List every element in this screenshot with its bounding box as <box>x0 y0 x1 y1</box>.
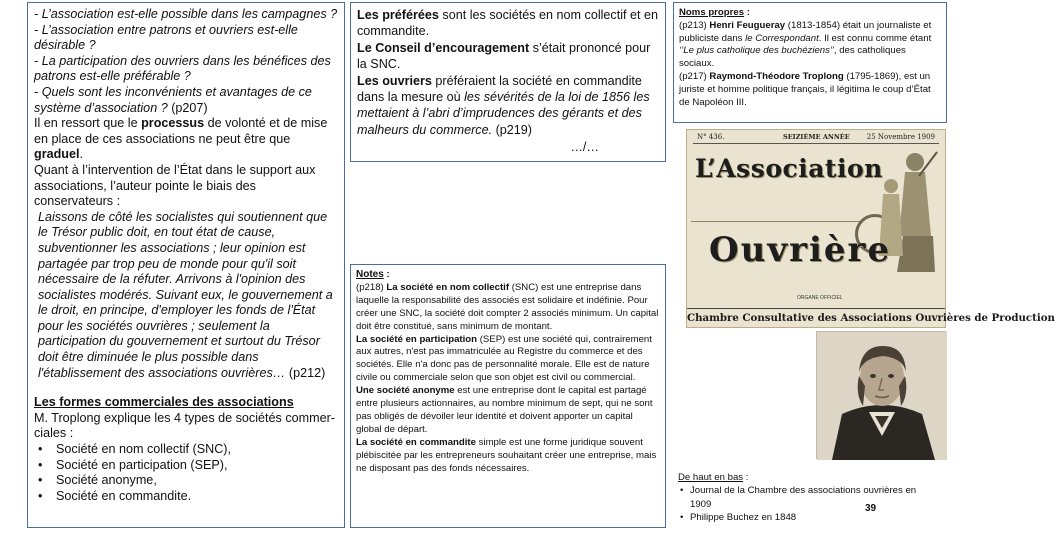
quote-page-ref: (p212) <box>285 365 326 380</box>
list-item: • Société en nom collectif (SNC), <box>34 442 338 458</box>
journal-cover-image <box>686 129 1055 328</box>
paragraph-state: Quant à l’intervention de l’État dans le support aux associations, l’auteur pointe le biais des conservateurs : <box>34 162 316 209</box>
journal-header-bar <box>693 132 939 144</box>
notes-title: Notes <box>356 269 384 280</box>
notes-box <box>350 264 666 528</box>
notes-heading <box>356 269 660 282</box>
keyword-graduel: graduel <box>34 147 80 162</box>
italic-run: le Correspondant <box>745 32 819 44</box>
journal-year: SEIZIÈME ANNÉE <box>783 133 850 141</box>
text-run: Il en ressort que le <box>34 116 142 131</box>
note-snc <box>356 282 660 334</box>
caption-title: De haut en bas <box>678 472 744 483</box>
name-feugueray <box>679 20 941 71</box>
quote-block <box>34 210 338 382</box>
caption-heading <box>678 471 940 484</box>
note-scs <box>356 437 660 476</box>
journal-title-line-2: Ouvrière <box>709 230 892 270</box>
image-caption <box>678 471 940 525</box>
names-title-colon: : <box>744 7 750 18</box>
page-ref: (p213) <box>679 19 710 31</box>
preferences-box <box>350 2 666 162</box>
question-2: - L’association entre patrons et ouvriers est-elle désirable ? <box>34 22 298 53</box>
text-run: simple est une forme juridique souvent plébiscitée par les entrepreneurs souhaitant créer une entreprise, mais ne disposant pas des fonds nécessaires. <box>356 436 657 474</box>
text-run: (1813-1854) était un journaliste et publiciste dans <box>679 19 932 44</box>
text-run: préféraient la société en commandite dans la mesure où <box>357 73 642 105</box>
list-item: • Société en commandite. <box>34 489 338 505</box>
bold-run: Une société anonyme <box>356 385 455 397</box>
left-text-box <box>27 2 345 528</box>
question-4-line <box>34 85 338 116</box>
text-run: sont les sociétés en nom collectif et en commandite. <box>357 8 659 39</box>
journal-title-line-1: L’Association <box>695 154 883 183</box>
page-ref: (p217) <box>679 70 710 82</box>
question-3: - La participation des ouvriers dans les bénéfices des patrons est-elle préférable ? <box>34 53 331 84</box>
journal-date: 25 Novembre 1909 <box>866 133 935 141</box>
page-ref: (p219) <box>492 122 532 137</box>
journal-organe: ORGANE OFFICIEL <box>797 295 843 301</box>
keyword-processus: processus <box>141 116 205 131</box>
note-sa <box>356 385 660 437</box>
text-run: (SNC) est une entreprise dans laquelle la responsabilité des associés est solidaire et indéfinie. Pour créer une SNC, la société doit compter 2 associés minimum. Un capital doit être constitué, sans minimum de montant. <box>356 281 659 332</box>
caption-title-colon: : <box>743 472 749 483</box>
italic-run: ‘’Le plus catholique des buchéziens’’ <box>679 45 834 57</box>
list-item: • Société anonyme, <box>34 473 338 489</box>
note-sep <box>356 334 660 386</box>
names-heading <box>679 7 941 20</box>
question-4: - Quels sont les inconvénients et avantages de ce système d’association ? <box>34 84 312 115</box>
text-run: . <box>79 147 83 162</box>
bold-run: La société en commandite <box>356 436 476 448</box>
pref-sentence-1 <box>357 7 659 40</box>
pref-sentence-3 <box>357 73 659 139</box>
section-intro: M. Troplong explique les 4 types de sociétés commer-ciales : <box>34 410 335 441</box>
continuation-mark: …/… <box>570 140 599 155</box>
bold-run: La société en participation <box>356 333 478 345</box>
bold-run: Raymond-Théodore Troplong <box>709 70 844 82</box>
text-run: (SEP) est une société qui, contrairement aux autres, n'est pas immatriculée au Registre du commerce et des sociétés. Elle n'a donc pas de personnalité morale. Elle est de nature civile ou commerciale selon que son objet est civil ou commercial. <box>356 333 652 384</box>
bold-run: Le Conseil d’encouragement <box>357 40 530 55</box>
paragraph-process <box>34 116 338 163</box>
question-1: - L’association est-elle possible dans les campagnes ? <box>34 7 338 21</box>
name-troplong <box>679 71 941 109</box>
bold-run: Les ouvriers <box>357 73 432 88</box>
bold-run: Henri Feugueray <box>709 19 786 31</box>
list-item: • Philippe Buchez en 1848 <box>678 511 940 524</box>
list-item: • Société en participation (SEP), <box>34 458 338 474</box>
names-title: Noms propres <box>679 7 745 18</box>
italic-run: les sévérités de la loi de 1856 les mettaient à l’abri d’imprudences des gérants et des malheurs du commerce. <box>357 90 650 137</box>
proper-names-box <box>673 2 947 123</box>
portrait-buchez-image <box>816 331 946 459</box>
quote-text: Laissons de côté les socialistes qui soutiennent que le Trésor public doit, en tout état de cause, subventionner les associations ; leur opinion est partagée par trop peu de monde pour qu'il soit nécessaire de la réfuter. Arrivons à l'opinion des socialistes modérés. Suivant eux, le gouvernement a le droit, en principe, d'employer les fonds de l'État pour les sociétés ouvrières ; seulement la participation du gouvernement et surtout du Trésor doit être diminuée le plus possible dans l'établissement des associations ouvrières… <box>38 209 333 380</box>
caption-list <box>678 484 940 524</box>
journal-publisher-line: Chambre Consultative des Associations Ouvrières de Production <box>687 308 945 328</box>
text-run: est une entreprise dont le capital est partagé entre plusieurs actionnaires, au nombre minimum de sept, qui ne sont pas obligés de dévoiler leur identité et doivent apporter un capital global de départ. <box>356 385 653 435</box>
page-number: 39 <box>865 503 877 514</box>
text-run: s’était prononcé pour la SNC. <box>357 40 651 72</box>
text-run: , des catholiques sociaux. <box>679 45 906 70</box>
portrait-illustration <box>817 332 947 460</box>
text-run: de volonté et de mise en place de ces associations ne peut être que <box>34 116 328 146</box>
page-ref: (p218) <box>356 281 387 293</box>
journal-issue: N° 436. <box>697 133 725 141</box>
list-item: • Journal de la Chambre des associations ouvrières en 1909 <box>678 484 940 511</box>
bold-run: Les préférées <box>357 8 439 22</box>
bold-run: La société en nom collectif <box>386 281 510 293</box>
question-page-ref: (p207) <box>171 100 208 115</box>
company-types-list <box>34 442 338 504</box>
notes-title-colon: : <box>383 269 390 280</box>
pref-sentence-2 <box>357 40 659 73</box>
decorative-ribbon <box>691 186 861 222</box>
text-run: . Il est connu comme étant <box>818 32 932 44</box>
section-title: Les formes commerciales des associations <box>34 395 294 410</box>
text-run: (1795-1869), est un juriste et homme politique français, il légitima le coup d’État de Napoléon III. <box>679 70 931 108</box>
